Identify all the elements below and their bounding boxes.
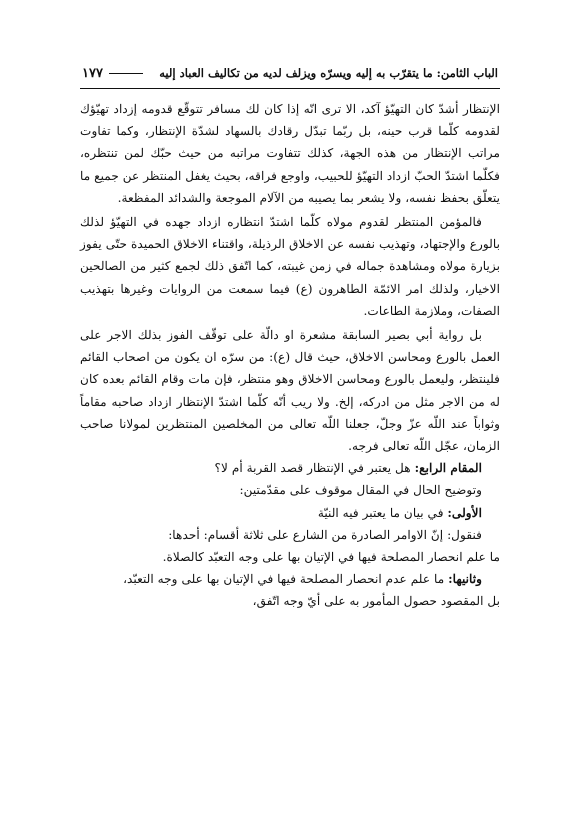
second-item-line — [80, 568, 500, 590]
page-number: ١٧٧ — [82, 65, 103, 81]
paragraph-2: فالمؤمن المنتظر لقدوم مولاه كلّما اشتدّ انتظاره ازداد جهده في التهيّؤ لذلك بالورع والإجتهاد، وتهذيب نفسه عن الاخلاق الرذيلة، واقتناء الاخلاق الحميدة حتّى يفوز بزيارة مولاه ومشاهدة جماله في زمن غيبته، كما اتّفق ذلك لجمع كثير من الصالحين الاخيار، ولذلك امر الائمّة الطاهرون (ع) فيما سمعت من الروايات وغيرها بتهذيب الصفات، وملازمة الطاعات. — [80, 215, 500, 318]
second-item-text: ما علم عدم انحصار المصلحة فيها في الإتيان بها على وجه التعبّد، — [123, 572, 445, 587]
section-question: هل يعتبر في الإنتظار قصد القربة أم لا؟ — [214, 461, 411, 476]
header-dash — [109, 73, 143, 74]
line-b: ما علم انحصار المصلحة فيها في الإتيان بها على وجه التعبّد كالصلاة. — [162, 550, 500, 565]
page-number-group — [82, 66, 143, 81]
section-heading: المقام الرابع: — [414, 461, 482, 476]
chapter-title: الباب الثامن: ما يتقرّب به إليه ويسرّه ويزلف لديه من تكاليف العباد إليه — [159, 66, 498, 80]
line-c: بل المقصود حصول المأمور به على أيّ وجه اتّفق، — [252, 594, 500, 609]
first-premise-label: الأولى: — [447, 505, 482, 520]
page-body — [80, 98, 500, 613]
section-intro: وتوضيح الحال في المقال موقوف على مقدّمتين: — [239, 483, 482, 498]
line-a: فنقول: إنّ الاوامر الصادرة من الشارع على ثلاثة أقسام: أحدها: — [168, 527, 482, 542]
paragraph-1: الإنتظار أشدّ كان التهيّؤ آكد، الا ترى انّه إذا كان لك مسافر تتوقّع قدومه إزداد تهيّؤك لقدومه كلّما قرب حينه، بل ربّما تبدّل رقادك بالسهاد لشدّة الإنتظار، وكما تفاوت مراتب الإنتظار من هذه الجهة، كذلك تتفاوت مراتبه من حيث حبّك لمن تنتظره، فكلّما اشتدّ الحبّ ازداد التهيّؤ للحبيب، واوجع فراقه، بحيث يغفل المنتظر عن جميع ما يتعلّق بحفظ نفسه، ولا يشعر بما يصيبه من الآلام الموجعة والشدائد المفظعة. — [80, 102, 500, 205]
paragraph-3: بل رواية أبي بصير السابقة مشعرة او دالّة على توقّف الفوز بذلك الاجر على العمل بالورع ومحاسن الاخلاق، حيث قال (ع): من سرّه ان يكون من اصحاب القائم فلينتظر، وليعمل بالورع ومحاسن الاخلاق وهو منتظر، فإن مات وقام القائم بعده كان له من الاجر مثل من ادركه، إلخ. ولا ريب أنّه كلّما اشتدّ الإنتظار ازداد صاحبه مقاماً وثواباً عند اللّه عزّ وجلّ، جعلنا اللّه تعالى من المخلصين المنتظرين لمولانا صاحب الزمان، عجّل اللّه تعالى فرجه. — [80, 328, 500, 454]
first-premise-line — [80, 502, 500, 524]
header-rule — [80, 88, 500, 89]
running-header — [82, 62, 498, 84]
section-heading-line — [80, 457, 500, 479]
second-item-label: وثانيها: — [448, 572, 482, 587]
first-premise-text: في بيان ما يعتبر فيه النيّة — [317, 505, 444, 520]
